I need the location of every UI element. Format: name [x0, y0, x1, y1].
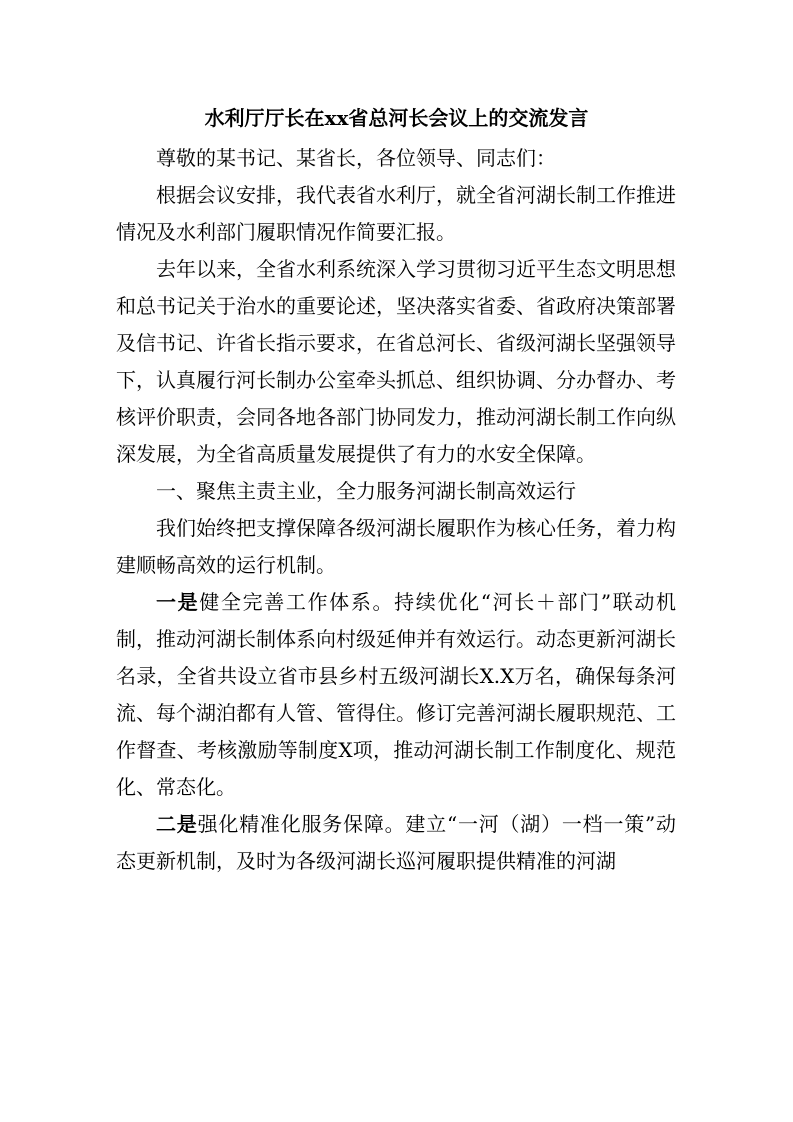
paragraph-text: 一、聚焦主责主业，全力服务河湖长制高效运行 [156, 479, 576, 503]
section-heading-1 [116, 473, 676, 510]
paragraph-text: 去年以来，全省水利系统深入学习贯彻习近平生态文明思想和总书记关于治水的重要论述，坚决落实省委、省政府决策部署及信书记、许省长指示要求，在省总河长、省级河湖长坚强领导下，认真履行河长制办公室牵头抓总、组织协调、分办督办、考核评价职责，会同各地各部门协同发力，推动河湖长制工作向纵深发展，为全省高质量发展提供了有力的水安全保障。 [116, 257, 676, 466]
paragraph-lead: 二是 [156, 812, 198, 836]
paragraph-4 [116, 584, 676, 806]
document-title: 水利厅厅长在xx省总河长会议上的交流发言 [204, 106, 589, 130]
paragraph-lead: 一是 [156, 590, 200, 614]
paragraph-text: 强化精准化服务保障。建立“一河（湖）一档一策”动态更新机制，及时为各级河湖长巡河履职提供精准的河湖 [116, 812, 677, 873]
paragraph-5 [116, 806, 676, 880]
paragraph-2 [116, 251, 676, 473]
salutation: 尊敬的某书记、某省长，各位领导、同志们： [156, 146, 556, 170]
paragraph-text: 我们始终把支撑保障各级河湖长履职作为核心任务，着力构建顺畅高效的运行机制。 [116, 516, 676, 577]
paragraph-1 [116, 177, 676, 251]
document-body [116, 140, 676, 880]
paragraph-text: 根据会议安排，我代表省水利厅，就全省河湖长制工作推进情况及水利部门履职情况作简要汇报。 [116, 183, 676, 244]
paragraph-3 [116, 510, 676, 584]
paragraph-text: 健全完善工作体系。持续优化“河长＋部门”联动机制，推动河湖长制体系向村级延伸并有效运行。动态更新河湖长名录，全省共设立省市县乡村五级河湖长X.X万名，确保每条河流、每个湖泊都有人管、管得住。修订完善河湖长履职规范、工作督查、考核激励等制度X项，推动河湖长制工作制度化、规范化、常态化。 [116, 590, 676, 799]
